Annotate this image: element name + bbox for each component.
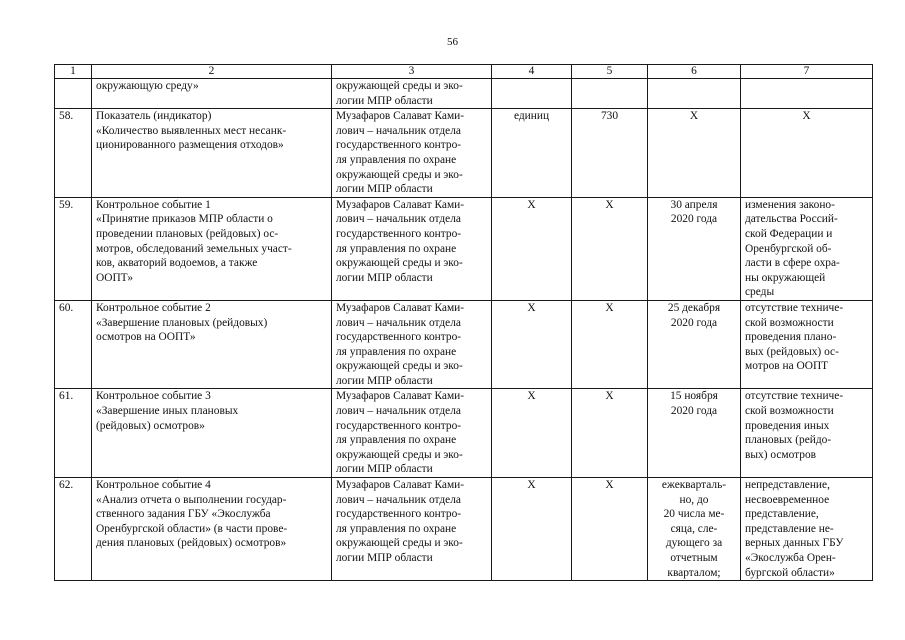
row-number	[55, 79, 92, 109]
column-number: 3	[332, 65, 492, 79]
deadline: 25 декабря 2020 года	[648, 300, 741, 389]
responsible-person: Музафаров Салават Ками- лович – начальник отдела государственного контро- ля управления по охране окружающей среды и эко- логии МПР области	[332, 197, 492, 300]
unit	[492, 79, 572, 109]
row-number: 58.	[55, 109, 92, 198]
table-row	[55, 300, 873, 389]
column-number: 4	[492, 65, 572, 79]
unit: Х	[492, 478, 572, 581]
row-number: 60.	[55, 300, 92, 389]
unit: Х	[492, 197, 572, 300]
page-number: 56	[447, 36, 458, 48]
value: 730	[572, 109, 648, 198]
column-number: 1	[55, 65, 92, 79]
item-name: Показатель (индикатор) «Количество выявленных мест несанк- ционированного размещения отходов»	[92, 109, 332, 198]
responsible-person: Музафаров Салават Ками- лович – начальник отдела государственного контро- ля управления по охране окружающей среды и эко- логии МПР области	[332, 300, 492, 389]
deadline: 15 ноября 2020 года	[648, 389, 741, 478]
unit: единиц	[492, 109, 572, 198]
value: Х	[572, 300, 648, 389]
risks: отсутствие техниче- ской возможности проведения иных плановых (рейдо- вых) осмотров	[741, 389, 873, 478]
column-number: 7	[741, 65, 873, 79]
item-name: Контрольное событие 1 «Принятие приказов МПР области о проведении плановых (рейдовых) ос- мотров, обследований земельных участ- ков, акваторий водоемов, а также ООПТ»	[92, 197, 332, 300]
risks: изменения законо- дательства Россий- ской Федерации и Оренбургской об- ласти в сфере охра- ны окружающей среды	[741, 197, 873, 300]
value: Х	[572, 478, 648, 581]
plan-table	[54, 64, 873, 581]
column-number: 6	[648, 65, 741, 79]
responsible-person: Музафаров Салават Ками- лович – начальник отдела государственного контро- ля управления по охране окружающей среды и эко- логии МПР области	[332, 478, 492, 581]
deadline: 30 апреля 2020 года	[648, 197, 741, 300]
column-number: 2	[92, 65, 332, 79]
column-number-row	[55, 65, 873, 79]
responsible-person: Музафаров Салават Ками- лович – начальник отдела государственного контро- ля управления по охране окружающей среды и эко- логии МПР области	[332, 389, 492, 478]
deadline	[648, 79, 741, 109]
value: Х	[572, 197, 648, 300]
risks: отсутствие техниче- ской возможности проведения плано- вых (рейдовых) ос- мотров на ООПТ	[741, 300, 873, 389]
unit: Х	[492, 389, 572, 478]
table-row	[55, 389, 873, 478]
table-row	[55, 79, 873, 109]
item-name: Контрольное событие 4 «Анализ отчета о выполнении государ- ственного задания ГБУ «Экослужба Оренбургской области» (в части прове- дения плановых (рейдовых) осмотров»	[92, 478, 332, 581]
value: Х	[572, 389, 648, 478]
value	[572, 79, 648, 109]
deadline: ежекварталь- но, до 20 числа ме- сяца, сле- дующего за отчетным кварталом;	[648, 478, 741, 581]
risks: непредставление, несвоевременное представление, представление не- верных данных ГБУ «Экослужба Орен- бургской области»	[741, 478, 873, 581]
risks: Х	[741, 109, 873, 198]
table-row	[55, 109, 873, 198]
row-number: 62.	[55, 478, 92, 581]
risks	[741, 79, 873, 109]
item-name: окружающую среду»	[92, 79, 332, 109]
unit: Х	[492, 300, 572, 389]
responsible-person: Музафаров Салават Ками- лович – начальник отдела государственного контро- ля управления по охране окружающей среды и эко- логии МПР области	[332, 109, 492, 198]
item-name: Контрольное событие 3 «Завершение иных плановых (рейдовых) осмотров»	[92, 389, 332, 478]
deadline: Х	[648, 109, 741, 198]
column-number: 5	[572, 65, 648, 79]
responsible-person: окружающей среды и эко- логии МПР области	[332, 79, 492, 109]
item-name: Контрольное событие 2 «Завершение плановых (рейдовых) осмотров на ООПТ»	[92, 300, 332, 389]
table-row	[55, 478, 873, 581]
table-row	[55, 197, 873, 300]
row-number: 61.	[55, 389, 92, 478]
row-number: 59.	[55, 197, 92, 300]
